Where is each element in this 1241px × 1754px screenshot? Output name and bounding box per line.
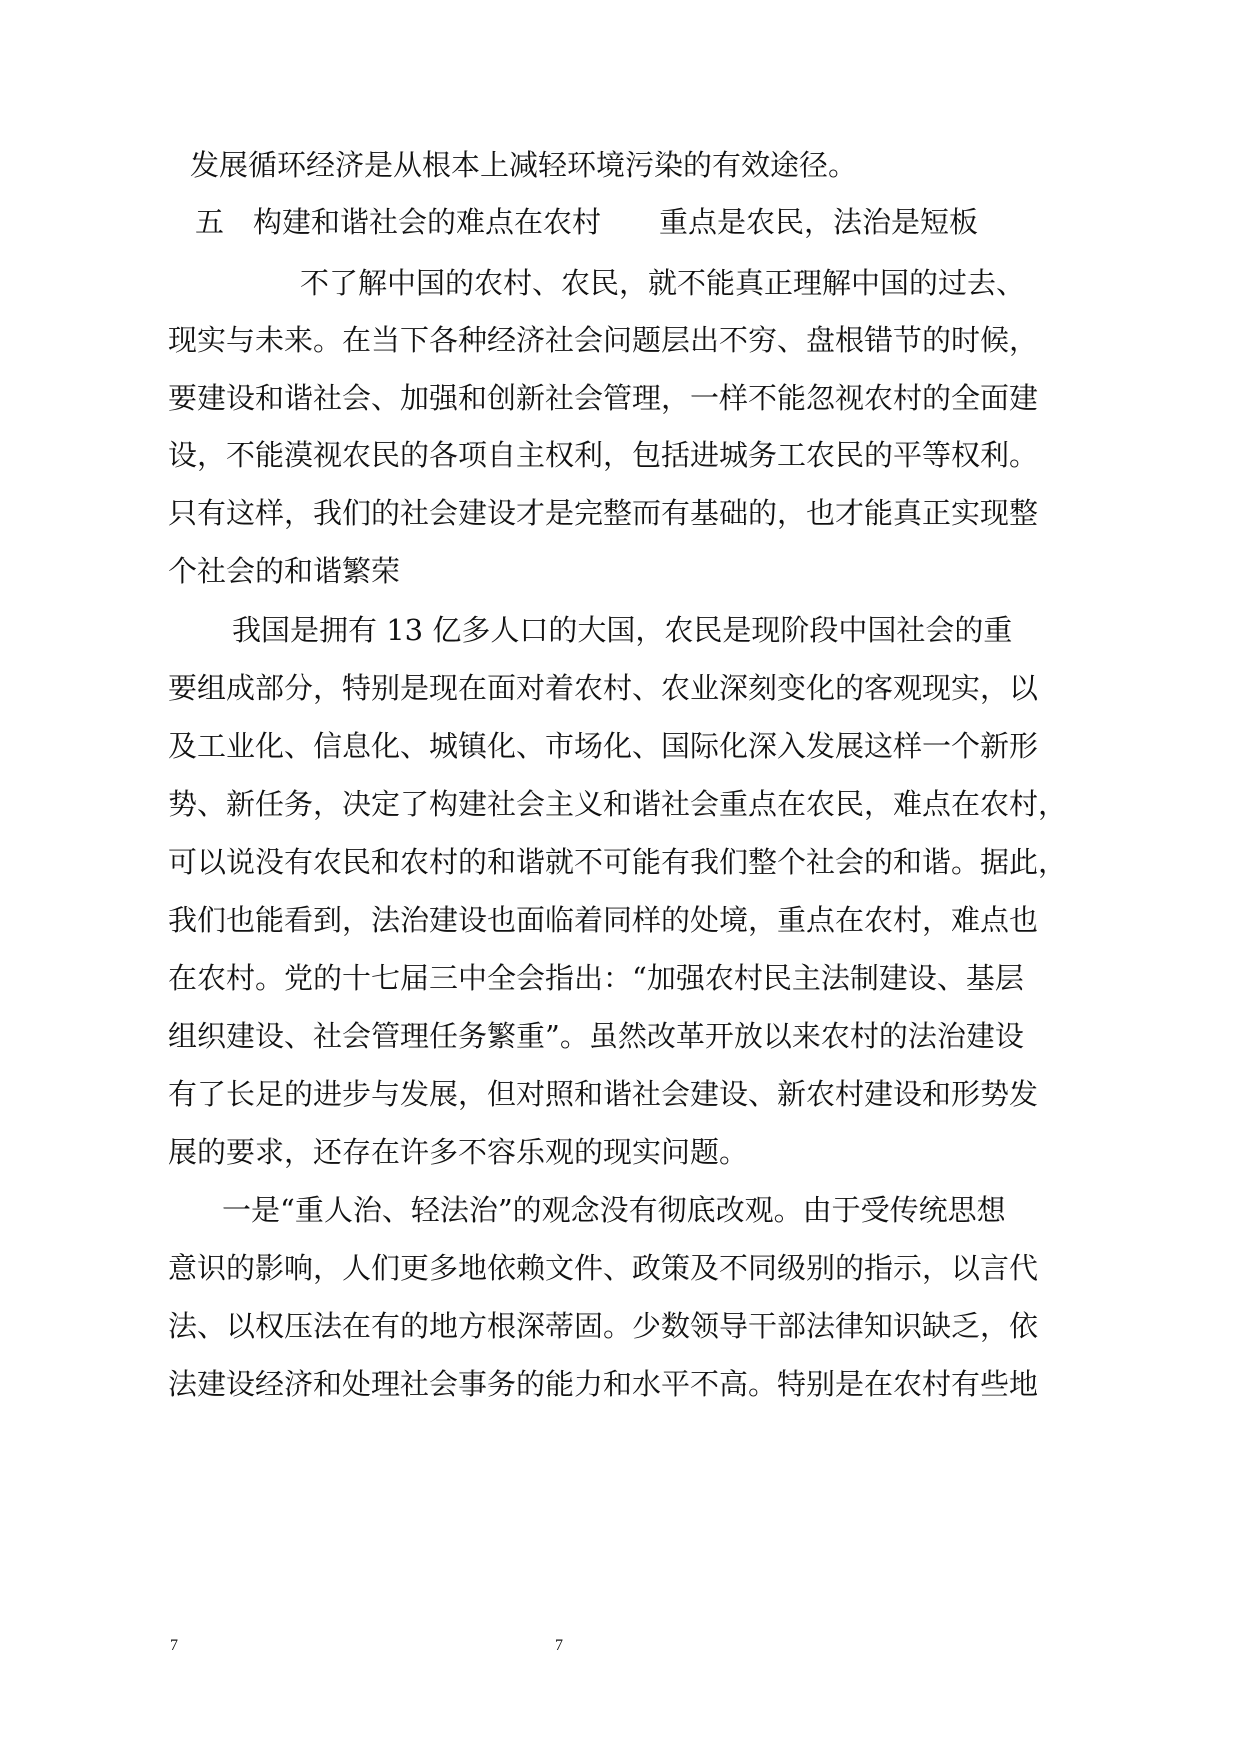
text-line-4: 现实与未来。在当下各种经济社会问题层出不穷、盘根错节的时候， xyxy=(168,323,1039,357)
text-line-19: 一是“重人治、轻法治”的观念没有彻底改观。由于受传统思想 xyxy=(222,1193,1006,1227)
text-line-14: 我们也能看到，法治建设也面临着同样的处境，重点在农村，难点也 xyxy=(168,903,1039,937)
text-line-9: 我国是拥有 13 亿多人口的大国，农民是现阶段中国社会的重 xyxy=(232,613,1013,647)
text-line-12: 势、新任务，决定了构建社会主义和谐社会重点在农民，难点在农村， xyxy=(168,787,1068,821)
text-line-6: 设，不能漠视农民的各项自主权利，包括进城务工农民的平等权利。 xyxy=(168,438,1039,472)
text-line-15: 在农村。党的十七届三中全会指出：“加强农村民主法制建设、基层 xyxy=(168,961,1024,995)
text-line-8: 个社会的和谐繁荣 xyxy=(168,554,401,588)
section-heading: 五 构建和谐社会的难点在农村 重点是农民，法治是短板 xyxy=(195,205,979,239)
text-line-1: 发展循环经济是从根本上减轻环境污染的有效途径。 xyxy=(190,148,858,182)
page-number-left: 7 xyxy=(170,1637,178,1654)
text-line-10: 要组成部分，特别是现在面对着农村、农业深刻变化的客观现实，以 xyxy=(168,671,1039,705)
text-line-5: 要建设和谐社会、加强和创新社会管理，一样不能忽视农村的全面建 xyxy=(168,381,1039,415)
text-line-13: 可以说没有农民和农村的和谐就不可能有我们整个社会的和谐。据此， xyxy=(168,845,1068,879)
text-line-17: 有了长足的进步与发展，但对照和谐社会建设、新农村建设和形势发 xyxy=(168,1077,1039,1111)
text-line-3: 不了解中国的农村、农民，就不能真正理解中国的过去、 xyxy=(300,266,1026,300)
text-line-20: 意识的影响，人们更多地依赖文件、政策及不同级别的指示，以言代 xyxy=(168,1251,1039,1285)
text-line-7: 只有这样，我们的社会建设才是完整而有基础的，也才能真正实现整 xyxy=(168,496,1039,530)
text-line-11: 及工业化、信息化、城镇化、市场化、国际化深入发展这样一个新形 xyxy=(168,729,1039,763)
text-line-18: 展的要求，还存在许多不容乐观的现实问题。 xyxy=(168,1135,749,1169)
text-line-21: 法、以权压法在有的地方根深蒂固。少数领导干部法律知识缺乏，依 xyxy=(168,1309,1039,1343)
page-number-center: 7 xyxy=(555,1637,563,1654)
text-line-22: 法建设经济和处理社会事务的能力和水平不高。特别是在农村有些地 xyxy=(168,1367,1039,1401)
text-line-16: 组织建设、社会管理任务繁重”。虽然改革开放以来农村的法治建设 xyxy=(168,1019,1024,1053)
